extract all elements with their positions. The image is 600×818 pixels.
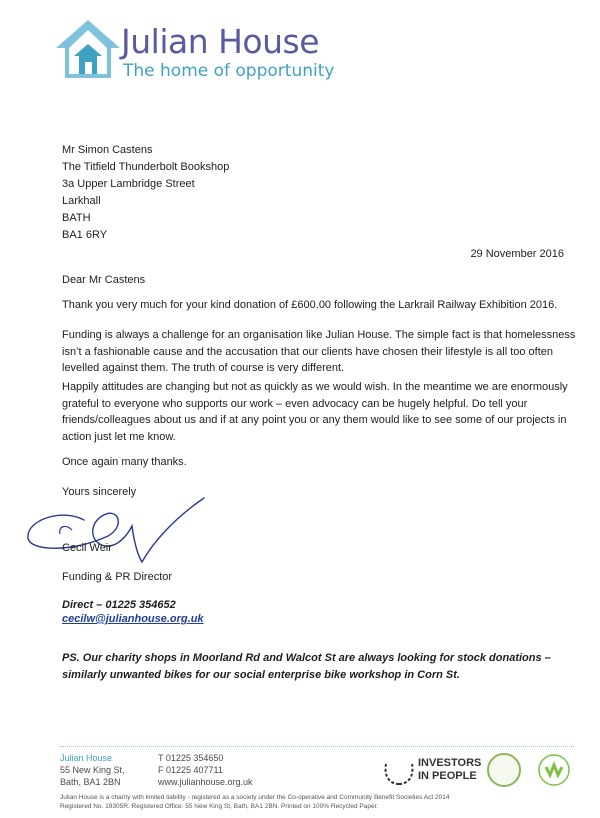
brand-name: Julian House bbox=[121, 22, 320, 61]
footer-address-line-2: Bath, BA1 2BN bbox=[60, 777, 121, 787]
iip-line-2: IN PEOPLE bbox=[418, 770, 477, 782]
header-logo bbox=[55, 18, 335, 88]
footer-address-line-1: 55 New King St, bbox=[60, 765, 125, 775]
salutation: Dear Mr Castens bbox=[62, 274, 146, 286]
recipient-address bbox=[62, 142, 229, 244]
signature-icon bbox=[22, 490, 212, 570]
house-logo-icon bbox=[55, 18, 121, 82]
accreditation-badge-icon bbox=[487, 753, 521, 787]
recipient-street: 3a Upper Lambridge Street bbox=[62, 178, 195, 190]
paragraph-2: Funding is always a challenge for an organisation like Julian House. The simple fact is that homelessness isn’t a fashionable cause and the accusation that our clients have chosen their lifestyle is all too often levelled against them. The truth of course is very different. bbox=[62, 329, 576, 374]
paragraph-1: Thank you very much for your kind donation of £600.00 following the Larkrail Railway Exhibition 2016. bbox=[62, 299, 558, 311]
footer-legal bbox=[60, 793, 449, 811]
recipient-area: Larkhall bbox=[62, 195, 101, 207]
recipient-postcode: BA1 6RY bbox=[62, 229, 108, 241]
letter-date: 29 November 2016 bbox=[470, 248, 564, 260]
postscript: PS. Our charity shops in Moorland Rd and Walcot St are always looking for stock donations – similarly unwanted bikes for our social enterprise bike workshop in Corn St. bbox=[62, 652, 551, 681]
signer-email-link[interactable]: cecilw@julianhouse.org.uk bbox=[62, 613, 204, 625]
recipient-name: Mr Simon Castens bbox=[62, 144, 153, 156]
footer-legal-line-2: Registered No. 19305R. Registered Office: 55 New King St, Bath, BA1 2BN. Printed on 100% Recycled Paper. bbox=[60, 803, 379, 810]
footer-address bbox=[60, 752, 125, 788]
footer-org-name: Julian House bbox=[60, 753, 113, 763]
footer-web[interactable]: www.julianhouse.org.uk bbox=[158, 777, 253, 787]
brand-tagline: The home of opportunity bbox=[123, 61, 335, 81]
recipient-city: BATH bbox=[62, 212, 91, 224]
iip-line-1: INVESTORS bbox=[418, 757, 482, 769]
recipient-company: The Titfield Thunderbolt Bookshop bbox=[62, 161, 230, 173]
footer-divider bbox=[60, 746, 574, 747]
paragraph-3: Happily attitudes are changing but not as quickly as we would wish. In the meantime we are enormously grateful to everyone who supports our work – even advocacy can be hugely helpful. Do tell your friends/colleagues about us and if at any point you or any them would like to see some of our projects in action just let me know. bbox=[62, 381, 568, 443]
footer-fax: F 01225 407711 bbox=[158, 765, 223, 775]
signer-direct-line: Direct – 01225 354652 bbox=[62, 599, 176, 611]
investors-in-people-label bbox=[418, 757, 481, 783]
investors-in-people-icon bbox=[382, 756, 416, 786]
closing: Yours sincerely bbox=[62, 486, 137, 498]
signer-name: Cecil Weir bbox=[62, 542, 112, 554]
recycled-badge-icon bbox=[537, 753, 571, 787]
signer-title: Funding & PR Director bbox=[62, 571, 173, 583]
footer-legal-line-1: Julian House is a charity with limited liability - registered as a society under the Co-operative and Community Benefit Societies Act 2014 bbox=[60, 794, 450, 801]
footer-contact bbox=[158, 752, 253, 788]
paragraph-4: Once again many thanks. bbox=[62, 456, 187, 468]
footer-tel: T 01225 354650 bbox=[158, 753, 224, 763]
